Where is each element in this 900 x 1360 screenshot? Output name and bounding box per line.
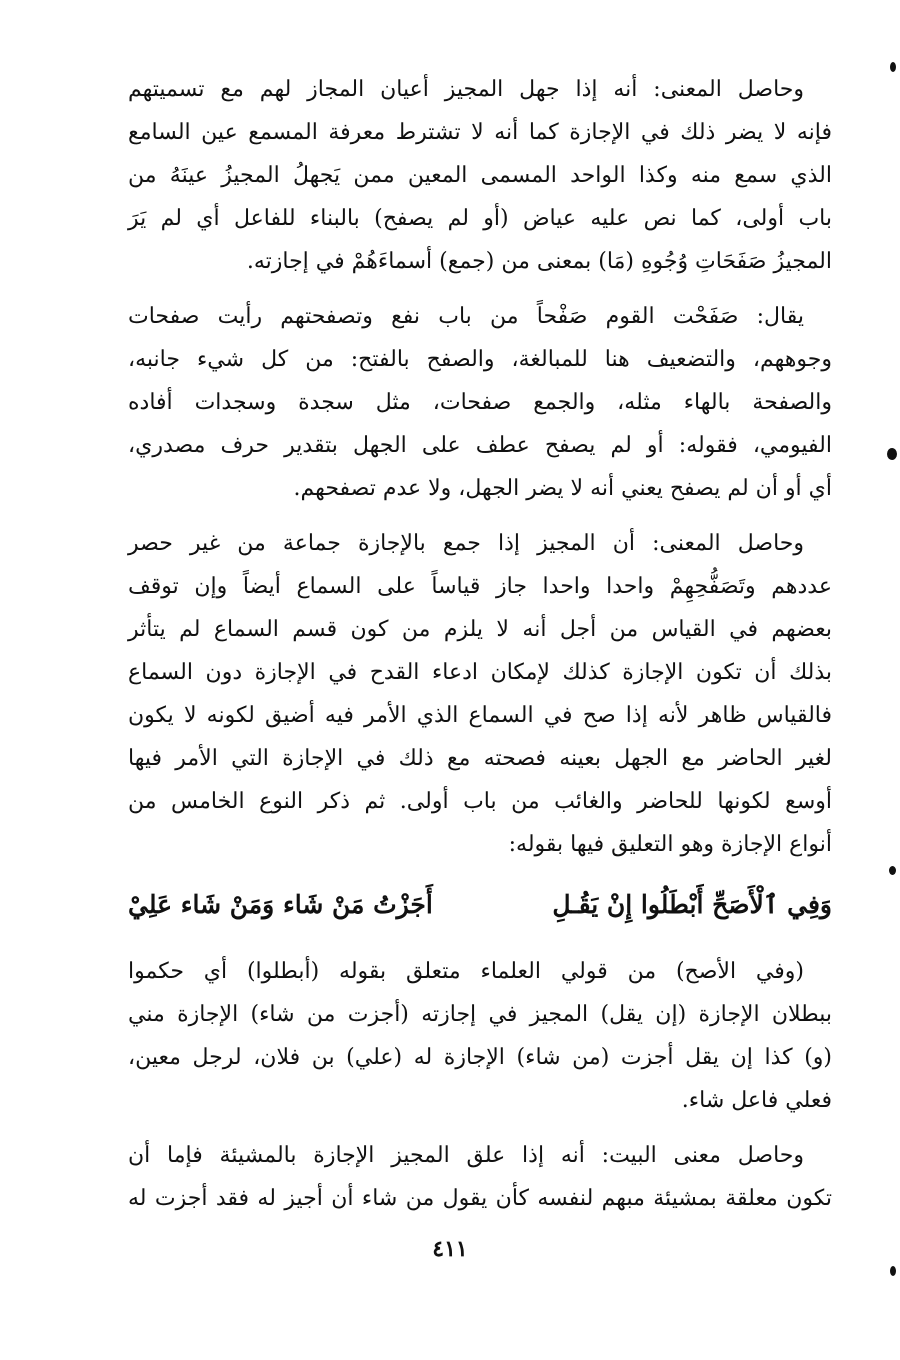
scan-mark <box>887 448 897 460</box>
scan-mark <box>890 62 896 72</box>
paragraph-2 <box>128 295 832 510</box>
verse-first-hemistich: وَفِي ٱلْأَصَحِّ أَبْطَلُوا إِنْ يَقُـلِ <box>552 890 832 919</box>
text-line: (وفي الأصح) من قولي العلماء متعلق بقوله (أبطلوا) أي حكموا <box>128 959 804 984</box>
poem-verse <box>128 878 832 932</box>
text-line: بعضهم في القياس من أجل أنه لا يلزم من كون قسم السماع لم يتأثر <box>128 617 832 642</box>
text-line: أي أو أن لم يصفح يعني أنه لا يضر الجهل، ولا عدم تصفحهم. <box>293 476 832 501</box>
scan-mark <box>890 1266 896 1276</box>
text-line: وحاصل المعنى: أن المجيز إذا جمع بالإجازة جماعة من غير حصر <box>128 531 804 556</box>
paragraph-3 <box>128 522 832 866</box>
text-line: يقال: صَفَحْت القوم صَفْحاً من باب نفع وتصفحتهم رأيت صفحات <box>128 304 804 329</box>
paragraph-4 <box>128 950 832 1122</box>
page-number: ٤١١ <box>432 1236 468 1262</box>
text-line: وجوههم، والتضعيف هنا للمبالغة، والصفح بالفتح: من كل شيء جانبه، <box>128 347 832 372</box>
text-line: فالقياس ظاهر لأنه إذا صح في السماع الذي الأمر فيه أضيق لكونه لا يكون <box>128 703 832 728</box>
text-line: فإنه لا يضر ذلك في الإجازة كما أنه لا تشترط معرفة المسمع عين السامع <box>128 120 832 145</box>
text-line: وحاصل المعنى: أنه إذا جهل المجيز أعيان المجاز لهم مع تسميتهم <box>128 77 804 102</box>
page-body <box>128 68 832 1232</box>
text-line: لغير الحاضر مع الجهل بعينه فصحته مع ذلك في الإجازة التي الأمر فيها <box>128 746 832 771</box>
text-line: المجيزُ صَفَحَاتِ وُجُوهِ (مَا) بمعنى من (جمع) أسماءَهُمْ في إجازته. <box>246 249 832 274</box>
paragraph-5 <box>128 1134 832 1220</box>
text-line: فعلي فاعل شاء. <box>681 1088 832 1113</box>
text-line: الفيومي، فقوله: أو لم يصفح عطف على الجهل بتقدير حرف مصدري، <box>128 433 832 458</box>
text-line: باب أولى، كما نص عليه عياض (أو لم يصفح) بالبناء للفاعل أي لم يَرَ <box>128 206 832 231</box>
text-line: أوسع لكونها للحاضر والغائب من باب أولى. ثم ذكر النوع الخامس من <box>128 789 832 814</box>
text-line: والصفحة بالهاء مثله، والجمع صفحات، مثل سجدة وسجدات أفاده <box>128 390 832 415</box>
text-line: بذلك أن تكون الإجازة كذلك لإمكان ادعاء القدح في الإجازة دون السماع <box>128 660 832 685</box>
verse-second-hemistich: أَجَزْتُ مَنْ شَاء وَمَنْ شَاء عَلِيْ <box>128 890 433 919</box>
paragraph-1 <box>128 68 832 283</box>
text-line: تكون معلقة بمشيئة مبهم لنفسه كأن يقول من شاء أن أجيز له فقد أجزت له <box>128 1186 832 1211</box>
scan-mark <box>889 866 896 875</box>
text-line: ببطلان الإجازة (إن يقل) المجيز في إجازته (أجزت من شاء) الإجازة مني <box>128 1002 832 1027</box>
text-line: وحاصل معنى البيت: أنه إذا علق المجيز الإجازة بالمشيئة فإما أن <box>128 1143 804 1168</box>
text-line: (و) كذا إن يقل أجزت (من شاء) الإجازة له (علي) بن فلان، لرجل معين، <box>128 1045 832 1070</box>
text-line: أنواع الإجازة وهو التعليق فيها بقوله: <box>508 832 832 857</box>
text-line: عددهم وتَصَفُّحِهِمْ واحدا واحدا جاز قياساً على السماع أيضاً وإن توقف <box>128 574 832 599</box>
text-line: الذي سمع منه وكذا الواحد المسمى المعين ممن يَجهلُ المجيزُ عينَهُ من <box>128 163 832 188</box>
